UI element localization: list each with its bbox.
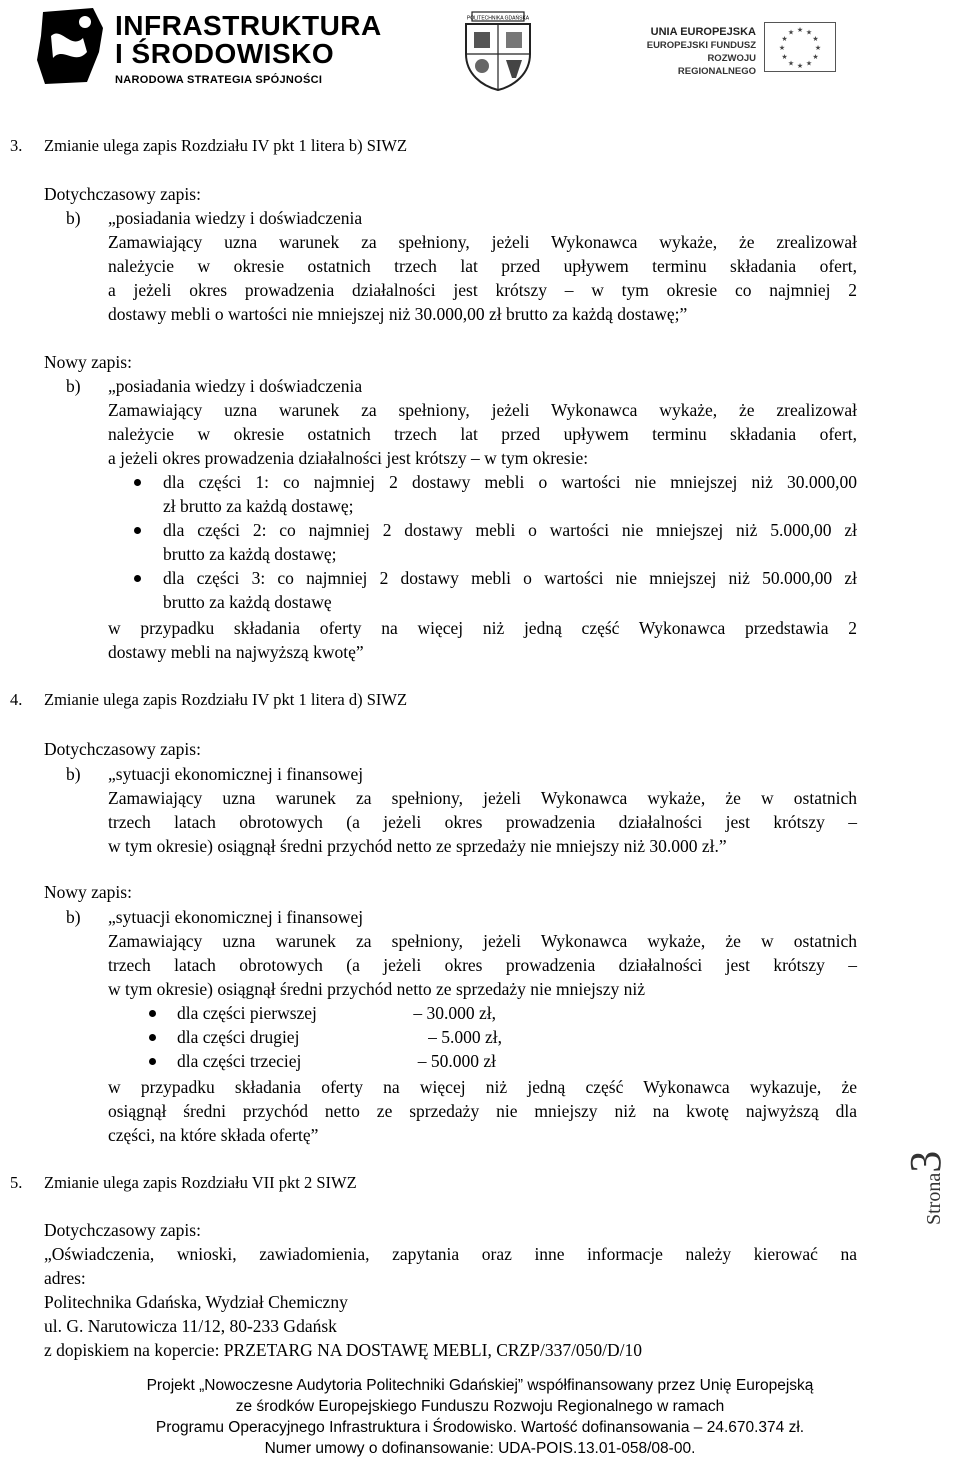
section-3-old-label: Dotychczasowy zapis: (44, 184, 201, 204)
bullet-dot (134, 575, 141, 582)
section-5-number: 5. (10, 1173, 23, 1192)
eu-flag-icon (764, 22, 836, 72)
section-5-line-2: adres: (44, 1268, 86, 1288)
section-4-number: 4. (10, 690, 23, 709)
part-2-value: – 5.000 zł, (428, 1027, 502, 1047)
section-4-new-line-1: Zamawiający uzna warunek za spełniony, jeżeli Wykonawca wykaże, że w ostatnich (108, 931, 857, 951)
section-4-new-line-2: trzech latach obrotowych (a jeżeli okres prowadzenia działalności jest krótszy – (108, 955, 857, 975)
section-4-new-b-heading: „sytuacji ekonomicznej i finansowej (108, 907, 364, 927)
crest-banner: POLITECHNIKA GDAŃSKA (466, 15, 530, 22)
section-4-old-line-1: Zamawiający uzna warunek za spełniony, jeżeli Wykonawca wykaże, że w ostatnich (108, 788, 857, 808)
footer-line-4: Numer umowy o dofinansowanie: UDA-POIS.13.01-058/08-00. (264, 1440, 696, 1457)
logo-line-3: NARODOWA STRATEGIA SPÓJNOŚCI (115, 74, 323, 86)
svg-text:★: ★ (778, 44, 786, 52)
svg-text:★: ★ (787, 28, 795, 37)
svg-text:★: ★ (781, 35, 788, 43)
section-3-number: 3. (10, 136, 23, 155)
section-5-line-1: „Oświadczenia, wnioski, zawiadomienia, zapytania oraz inne informacje należy kierować na (44, 1244, 857, 1264)
part-3-label: dla części trzeciej (177, 1051, 302, 1071)
footer-line-2: ze środków Europejskiego Funduszu Rozwoju Regionalnego w ramach (235, 1398, 725, 1415)
part-2-label: dla części drugiej (177, 1027, 300, 1047)
section-3-old-b: b) (66, 208, 81, 228)
section-4-old-line-3: w tym okresie) osiągnął średni przychód netto ze sprzedaży nie mniejszy niż 30.000 zł.” (108, 836, 727, 856)
svg-text:★: ★ (812, 53, 819, 61)
section-5-line-5: z dopiskiem na kopercie: PRZETARG NA DOSTAWĘ MEBLI, CRZP/337/050/D/10 (44, 1340, 643, 1360)
svg-text:★: ★ (787, 59, 795, 68)
bullet-dot (134, 479, 141, 486)
section-3-new-line-3: a jeżeli okres prowadzenia działalności jest krótszy – w tym okresie: (108, 448, 589, 468)
section-3-new-b: b) (66, 376, 81, 396)
page-number-label (900, 1125, 960, 1225)
footer (0, 1375, 960, 1459)
eu-line-1: UNIA EUROPEJSKA (650, 26, 756, 38)
svg-text:★: ★ (796, 26, 804, 34)
part-3-value: – 50.000 zł (417, 1051, 496, 1071)
bullet-dot (134, 527, 141, 534)
section-3-old-line-3: a jeżeli okres prowadzenia działalności jest krótszy – w tym okresie co najmniej 2 (108, 280, 857, 300)
logo-line-1: INFRASTRUKTURA (115, 10, 382, 41)
section-4-old-b: b) (66, 764, 81, 784)
logo-unia-europejska (628, 22, 838, 82)
eu-line-2: EUROPEJSKI FUNDUSZ (646, 40, 756, 51)
part-1-requirement-cont: zł brutto za każdą dostawę; (163, 496, 354, 516)
page-word: Strona (923, 1172, 945, 1225)
svg-text:★: ★ (814, 44, 822, 52)
part-2-requirement: dla części 2: co najmniej 2 dostawy mebli o wartości nie mniejszej niż 5.000,00 zł (163, 520, 857, 540)
section-3-title: Zmianie ulega zapis Rozdziału IV pkt 1 litera b) SIWZ (44, 136, 408, 155)
section-3-new-b-heading: „posiadania wiedzy i doświadczenia (108, 376, 363, 396)
section-5-old-label: Dotychczasowy zapis: (44, 1220, 201, 1240)
part-1-value: – 30.000 zł, (413, 1003, 496, 1023)
section-3-new-line-2: należycie w okresie ostatnich trzech lat przed upływem terminu składania ofert, (108, 424, 857, 444)
section-4-new-b: b) (66, 907, 81, 927)
section-4-new-line-5: osiągnął średni przychód netto ze sprzedaży nie mniejszy niż na kwotę najwyższą dla (108, 1101, 857, 1121)
logo-politechnika (458, 10, 538, 92)
bullet-dot (149, 1034, 156, 1041)
section-4-old-label: Dotychczasowy zapis: (44, 739, 201, 759)
section-5-line-3: Politechnika Gdańska, Wydział Chemiczny (44, 1292, 348, 1312)
part-1-requirement: dla części 1: co najmniej 2 dostawy mebli o wartości nie mniejszej niż 30.000,00 (163, 472, 857, 492)
section-4-title: Zmianie ulega zapis Rozdziału IV pkt 1 litera d) SIWZ (44, 690, 408, 709)
section-3-old-line-2: należycie w okresie ostatnich trzech lat przed upływem terminu składania ofert, (108, 256, 857, 276)
section-3-old-line-4: dostawy mebli o wartości nie mniejszej niż 30.000,00 zł brutto za każdą dostawę;” (108, 304, 688, 324)
poland-map-icon (35, 6, 107, 86)
logo-line-2: I ŚRODOWISKO (115, 38, 335, 69)
svg-text:★: ★ (805, 28, 813, 37)
footer-line-3: Programu Operacyjnego Infrastruktura i Środowisko. Wartość dofinansowania – 24.670.374 zł. (155, 1419, 805, 1436)
svg-text:★: ★ (781, 53, 788, 61)
section-3-new-line-4: w przypadku składania oferty na więcej niż jedną część Wykonawca przedstawia 2 (108, 618, 857, 638)
eu-line-3: ROZWOJU REGIONALNEGO (677, 53, 756, 77)
footer-line-1: Projekt „Nowoczesne Audytoria Politechniki Gdańskiej” współfinansowany przez Unię Europejską (146, 1377, 814, 1394)
section-5-title: Zmianie ulega zapis Rozdziału VII pkt 2 SIWZ (44, 1173, 357, 1192)
university-crest-icon (458, 10, 538, 92)
section-4-new-line-6: części, na które składa ofertę” (108, 1125, 319, 1145)
section-3-new-label: Nowy zapis: (44, 352, 132, 372)
logo-infrastruktura (35, 6, 382, 92)
section-3-new-line-5: dostawy mebli na najwyższą kwotę” (108, 642, 364, 662)
part-3-requirement-cont: brutto za każdą dostawę (163, 592, 332, 612)
svg-text:★: ★ (812, 35, 819, 43)
svg-text:★: ★ (805, 59, 813, 68)
bullet-dot (149, 1010, 156, 1017)
section-4-old-b-heading: „sytuacji ekonomicznej i finansowej (108, 764, 364, 784)
section-4-new-label: Nowy zapis: (44, 882, 132, 902)
bullet-dot (149, 1058, 156, 1065)
svg-text:★: ★ (796, 62, 804, 70)
section-3-old-b-heading: „posiadania wiedzy i doświadczenia (108, 208, 363, 228)
section-5-line-4: ul. G. Narutowicza 11/12, 80-233 Gdańsk (44, 1316, 337, 1336)
part-2-requirement-cont: brutto za każdą dostawę; (163, 544, 337, 564)
part-3-requirement: dla części 3: co najmniej 2 dostawy mebli o wartości nie mniejszej niż 50.000,00 zł (163, 568, 857, 588)
section-4-new-line-4: w przypadku składania oferty na więcej niż jedną część Wykonawca wykazuje, że (108, 1077, 857, 1097)
section-4-new-line-3: w tym okresie) osiągnął średni przychód netto ze sprzedaży nie mniejszy niż (108, 979, 645, 999)
section-3-new-line-1: Zamawiający uzna warunek za spełniony, jeżeli Wykonawca wykaże, że zrealizował (108, 400, 857, 420)
section-4-old-line-2: trzech latach obrotowych (a jeżeli okres prowadzenia działalności jest krótszy – (108, 812, 857, 832)
page-number: 3 (901, 1150, 950, 1173)
section-3-old-line-1: Zamawiający uzna warunek za spełniony, jeżeli Wykonawca wykaże, że zrealizował (108, 232, 857, 252)
part-1-label: dla części pierwszej (177, 1003, 317, 1023)
